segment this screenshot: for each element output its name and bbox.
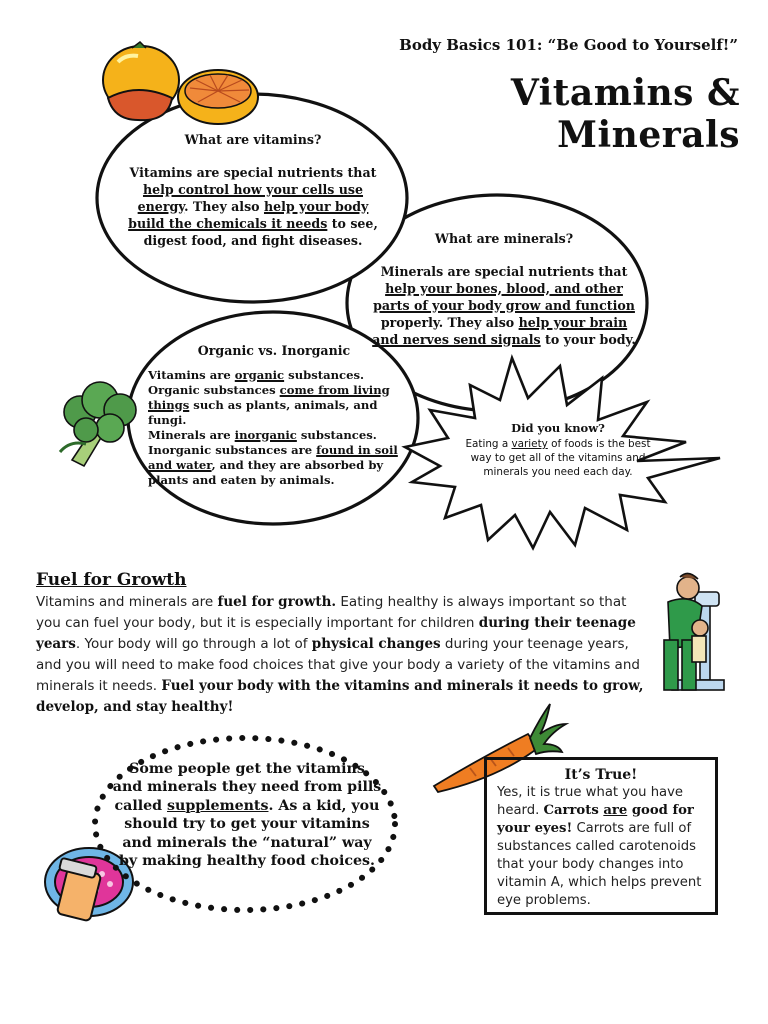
fuel-text-2: Eating healthy is always important so that you can fuel your body, but it is especially important for children — [36, 594, 627, 631]
organic-line-3 — [148, 428, 400, 443]
minerals-underline-1: help your bones, blood, and other parts of your body grow and function — [373, 281, 635, 313]
supplements-text-1: Some people get the vitamins and minerals they need from pills called — [112, 761, 382, 814]
vitamins-question: What are vitamins? — [184, 132, 322, 147]
supplements-text — [112, 760, 382, 870]
its-true-text-2: Carrots are full of substances called carotenoids that your body changes into vitamin A, which helps prevent eye problems. — [497, 821, 702, 908]
fuel-heading: Fuel for Growth — [36, 570, 187, 590]
vitamins-text-2: . They also — [184, 199, 264, 214]
minerals-text-2: properly. They also — [380, 315, 519, 330]
did-you-know-underline: variety — [511, 438, 548, 450]
header-subtitle: Body Basics 101: “Be Good to Yourself!” — [399, 36, 738, 54]
organic-question: Organic vs. Inorganic — [197, 343, 351, 358]
did-you-know-text-1: Eating a — [465, 438, 512, 450]
organic-line-2 — [148, 383, 400, 428]
fuel-bold-2: during their teenage years — [36, 615, 636, 652]
did-you-know-heading: Did you know? — [511, 421, 605, 435]
organic-text-1: Vitamins are — [148, 368, 235, 382]
supplements-text-2: . As a kid, you should try to get your vitamins and minerals the “natural” way by making healthy food choices. — [119, 797, 380, 870]
organic-underline-1: organic — [234, 368, 285, 382]
organic-underline-3: inorganic — [234, 428, 297, 442]
doctor-scale-icon — [664, 573, 724, 690]
organic-line-1 — [148, 368, 400, 383]
fuel-bold-1: fuel for growth. — [217, 594, 337, 610]
its-true-bold-underline: are — [603, 803, 628, 818]
its-true-heading: It’s True! — [564, 767, 638, 783]
broccoli-icon — [60, 382, 136, 466]
organic-underline-4: found in soil and water — [148, 443, 398, 472]
fuel-bold-4: Fuel your body with the vitamins and minerals it needs to grow, develop, and stay healthy! — [36, 678, 644, 715]
supplements-underline: supplements — [167, 797, 269, 814]
minerals-text-1: Minerals are special nutrients that — [380, 264, 628, 279]
minerals-underline-2: help your brain and nerves send signals — [372, 315, 628, 347]
minerals-text-3: to your body. — [540, 332, 636, 347]
its-true-bold-2: good for your eyes! — [497, 803, 694, 836]
organic-text-4: such as plants, animals, and fungi. — [148, 398, 378, 427]
organic-text-3: Organic substances — [148, 383, 280, 397]
vitamins-text — [118, 131, 388, 249]
vitamins-text-3: to see, digest food, and fight diseases. — [143, 216, 378, 248]
its-true-box — [484, 757, 718, 915]
vitamins-underline-2: help your body build the chemicals it needs — [128, 199, 369, 231]
fuel-text-3: . Your body will go through a lot of — [75, 636, 312, 652]
minerals-text — [366, 230, 642, 348]
minerals-question: What are minerals? — [434, 231, 574, 246]
did-you-know-text-2: of foods is the best way to get all of the vitamins and minerals you need each day. — [470, 438, 651, 478]
did-you-know-text — [460, 421, 656, 479]
page-title: Vitamins & Minerals — [510, 72, 740, 156]
fuel-bold-3: physical changes — [311, 636, 441, 652]
organic-underline-2: come from living things — [148, 383, 390, 412]
vitamins-text-1: Vitamins are special nutrients that — [129, 165, 377, 180]
organic-text-2: substances. — [284, 368, 365, 382]
organic-text-6: substances. — [296, 428, 377, 442]
organic-line-4 — [148, 443, 400, 488]
its-true-bold-1: Carrots — [543, 803, 604, 818]
organic-text — [148, 343, 400, 488]
fuel-text-4: during your teenage years, and you will need to make food choices that give your body a variety of the vitamins and minerals it needs. — [36, 636, 640, 694]
its-true-text-1: Yes, it is true what you have heard. — [497, 785, 684, 818]
fuel-paragraph — [36, 592, 646, 718]
vitamins-underline-1: help control how your cells use energy — [137, 182, 364, 214]
fuel-text-1: Vitamins and minerals are — [36, 594, 218, 610]
organic-text-5: Minerals are — [148, 428, 235, 442]
organic-text-8: , and they are absorbed by plants and eaten by animals. — [148, 458, 384, 487]
organic-text-7: Inorganic substances are — [148, 443, 317, 457]
